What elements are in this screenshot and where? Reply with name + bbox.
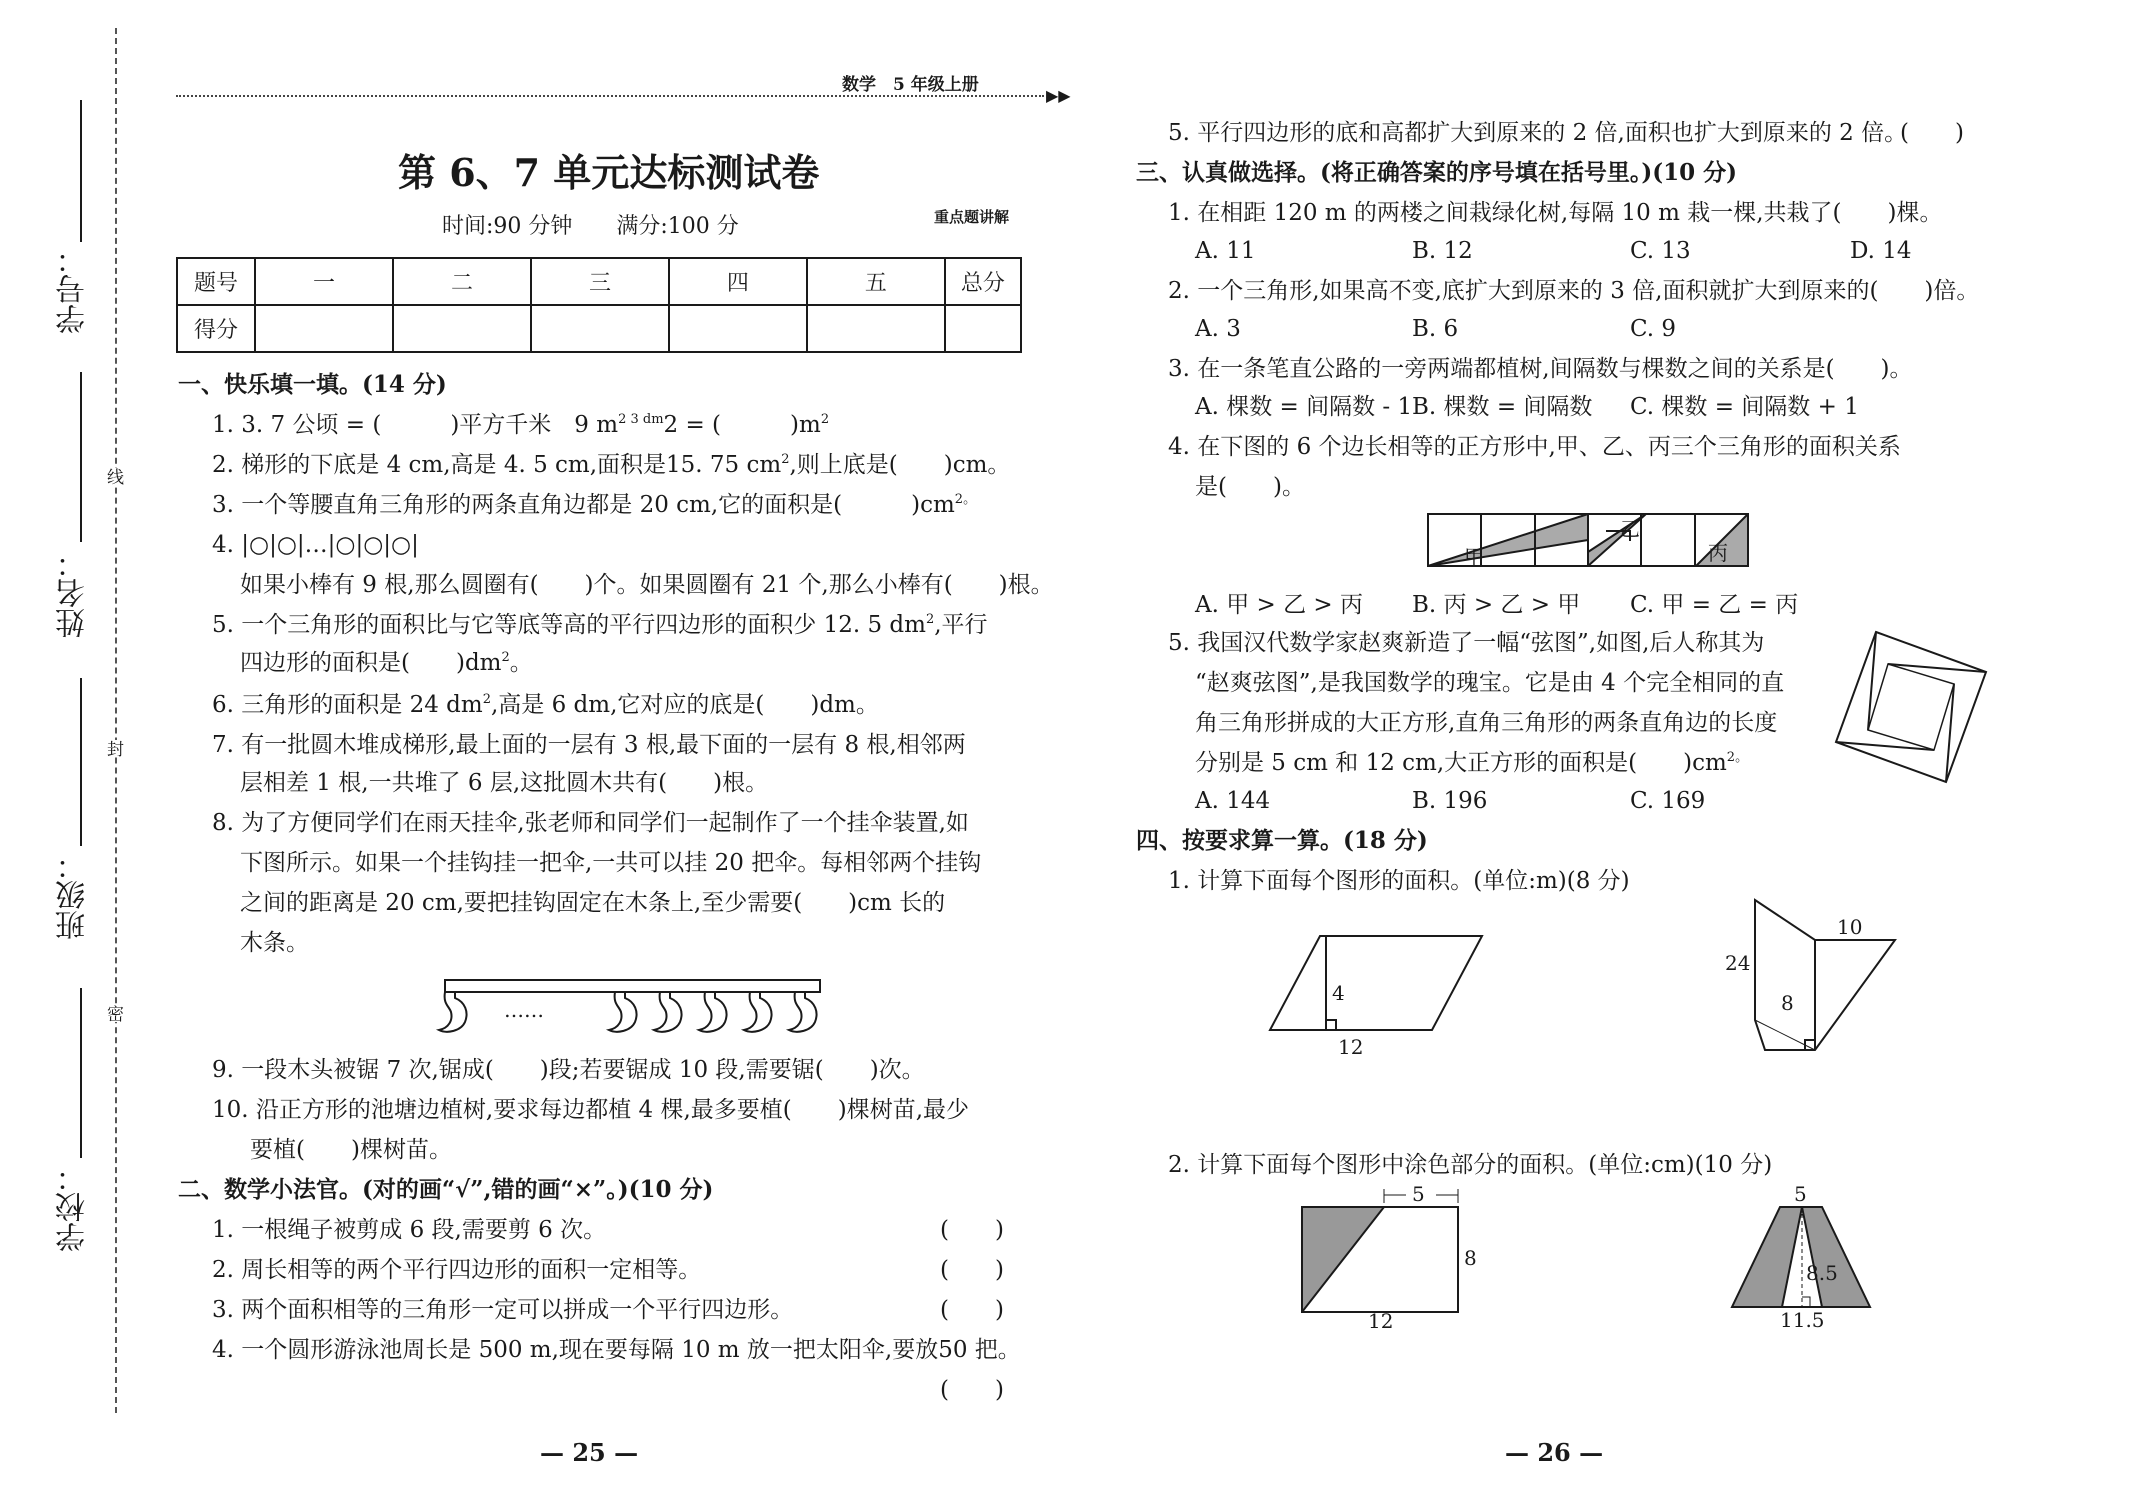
score-table <box>176 257 1022 353</box>
table-cell: 三 <box>531 258 669 305</box>
option[interactable]: A. 甲 > 乙 > 丙 <box>1195 592 1364 618</box>
subject-header: 数学 5 年级上册 <box>842 75 979 95</box>
section-2-heading: 二、数学小法官。(对的画“√”,错的画“×”。)(10 分) <box>178 1176 714 1203</box>
hook-dots: …… <box>504 998 544 1022</box>
table-cell: 二 <box>393 258 531 305</box>
score-input-cell[interactable] <box>255 305 393 352</box>
question-1-8-cont: 木条。 <box>240 930 309 956</box>
score-table-score-row <box>177 305 1021 352</box>
header-arrow-icon: ▶▶ <box>1046 86 1071 105</box>
binding-char-xian: 线 <box>110 468 126 485</box>
question-3-3: 3. 在一条笔直公路的一旁两端都植树,间隔数与棵数之间的关系是( )。 <box>1168 356 1913 382</box>
label-jia: 甲 <box>1464 545 1484 569</box>
answer-paren[interactable]: ( ) <box>940 1257 1004 1283</box>
name-label: 姓名： <box>56 548 91 638</box>
label-base: 12 <box>1338 1035 1364 1059</box>
page-number-right: — 26 — <box>1505 1438 1604 1467</box>
score-input-cell[interactable] <box>945 305 1021 352</box>
question-1-10-cont: 要植( )棵树苗。 <box>250 1137 452 1163</box>
option[interactable]: B. 6 <box>1412 316 1459 342</box>
option[interactable]: B. 棵数 = 间隔数 <box>1412 394 1593 420</box>
score-input-cell[interactable] <box>807 305 945 352</box>
table-cell: 总分 <box>945 258 1021 305</box>
question-1-3: 3. 一个等腰直角三角形的两条直角边都是 20 cm,它的面积是( )$cm^{2。}$ <box>212 492 977 518</box>
question-2-5: 5. 平行四边形的底和高都扩大到原来的 2 倍,面积也扩大到原来的 2 倍。 <box>1168 120 1908 146</box>
label-bing: 丙 <box>1708 541 1728 565</box>
label-inner: 8 <box>1781 991 1794 1015</box>
question-3-5-cont: 角三角形拼成的大正方形,直角三角形的两条直角边的长度 <box>1195 710 1778 736</box>
score-input-cell[interactable] <box>393 305 531 352</box>
binding-char-mi: 密 <box>110 1005 126 1022</box>
label-yi: 乙 <box>1620 517 1640 541</box>
label-left-height: 24 <box>1725 951 1751 975</box>
key-question-tag[interactable]: 重点题讲解 <box>934 208 1010 226</box>
question-1-8-cont: 下图所示。如果一个挂钩挂一把伞,一共可以挂 20 把伞。每相邻两个挂钩 <box>240 850 982 876</box>
question-2-3: 3. 两个面积相等的三角形一定可以拼成一个平行四边形。 <box>212 1297 794 1323</box>
question-2-2: 2. 周长相等的两个平行四边形的面积一定相等。 <box>212 1257 702 1283</box>
answer-paren[interactable]: ( ) <box>940 1217 1004 1243</box>
trapezoid-shaded-figure <box>1730 1182 1880 1332</box>
option[interactable]: C. 9 <box>1630 316 1677 342</box>
student-id-label: 学号： <box>56 244 91 334</box>
label-height: 4 <box>1332 981 1345 1005</box>
question-3-4-cont: 是( )。 <box>1195 474 1305 500</box>
option[interactable]: C. 169 <box>1630 788 1706 814</box>
question-1-2: 2. 梯形的下底是 4 cm,高是 4. 5 cm,面积是15. 75 $cm^2$,则上底是( )cm。 <box>212 452 1011 478</box>
option[interactable]: A. 3 <box>1195 316 1241 342</box>
question-2-1: 1. 一根绳子被剪成 6 段,需要剪 6 次。 <box>212 1217 607 1243</box>
option[interactable]: C. 13 <box>1630 238 1691 264</box>
label-side-8: 8 <box>1464 1246 1477 1270</box>
score-table-header-row <box>177 258 1021 305</box>
table-cell: 五 <box>807 258 945 305</box>
class-label: 班级： <box>56 850 91 940</box>
page-number-left: — 25 — <box>540 1438 639 1467</box>
binding-line <box>80 100 82 242</box>
question-1-6: 6. 三角形的面积是 24 $dm^2$,高是 6 dm,它对应的底是( )dm。 <box>212 692 879 718</box>
question-3-5-cont: “赵爽弦图”,是我国数学的瑰宝。它是由 4 个完全相同的直 <box>1195 670 1785 696</box>
option[interactable]: A. 11 <box>1195 238 1256 264</box>
question-3-5-cont: 分别是 5 cm 和 12 cm,大正方形的面积是( )$cm^{2。}$ <box>1195 750 1749 776</box>
question-1-7: 7. 有一批圆木堆成梯形,最上面的一层有 3 根,最下面的一层有 8 根,相邻两 <box>212 732 966 758</box>
question-3-5: 5. 我国汉代数学家赵爽新造了一幅“弦图”,如图,后人称其为 <box>1168 630 1765 656</box>
table-cell: 四 <box>669 258 807 305</box>
option[interactable]: A. 棵数 = 间隔数 - 1 <box>1195 394 1413 420</box>
table-cell: 得分 <box>177 305 255 352</box>
question-1-8-cont: 之间的距离是 20 cm,要把挂钩固定在木条上,至少需要( )cm 长的 <box>240 890 946 916</box>
answer-paren[interactable]: ( ) <box>1900 120 1964 146</box>
rectangle-shaded-figure <box>1300 1182 1480 1333</box>
option[interactable]: C. 棵数 = 间隔数 + 1 <box>1630 394 1859 420</box>
question-3-4: 4. 在下图的 6 个边长相等的正方形中,甲、乙、丙三个三角形的面积关系 <box>1168 434 1901 460</box>
table-cell: 一 <box>255 258 393 305</box>
binding-line <box>80 372 82 542</box>
binding-char-feng: 封 <box>110 740 126 757</box>
score-input-cell[interactable] <box>531 305 669 352</box>
school-label: 学校： <box>56 1162 91 1252</box>
composite-figure <box>1725 900 1905 1060</box>
umbrella-hook-figure <box>420 965 840 1040</box>
parallelogram-figure <box>1270 930 1490 1060</box>
question-1-5-cont: 四边形的面积是( )$dm^2$。 <box>240 650 533 676</box>
question-1-8: 8. 为了方便同学们在雨天挂伞,张老师和同学们一起制作了一个挂伞装置,如 <box>212 810 969 836</box>
six-squares-figure <box>1428 514 1748 568</box>
zhao-shuang-diagram <box>1836 632 1986 782</box>
binding-dashed-line <box>115 28 117 1413</box>
binding-line <box>80 988 82 1158</box>
binding-line <box>80 678 82 846</box>
question-1-5: 5. 一个三角形的面积比与它等底等高的平行四边形的面积少 12. 5 $dm^2$,平行 <box>212 612 988 638</box>
question-3-2: 2. 一个三角形,如果高不变,底扩大到原来的 3 倍,面积就扩大到原来的( )倍。 <box>1168 278 1980 304</box>
section-3-heading: 三、认真做选择。(将正确答案的序号填在括号里。)(10 分) <box>1136 159 1738 186</box>
question-1-1: 1. 3. 7 公顷 = ( )平方千米 9 $m^{2 3 dm}2$ = ( )$m^2$ <box>212 412 830 438</box>
option[interactable]: D. 14 <box>1850 238 1912 264</box>
label-bottom-12: 12 <box>1368 1309 1394 1333</box>
label-height-8-5: 8.5 <box>1806 1261 1838 1285</box>
page-title: 第 6、7 单元达标测试卷 <box>398 150 820 195</box>
label-top-5: 5 <box>1412 1182 1425 1206</box>
section-4-heading: 四、按要求算一算。(18 分) <box>1136 827 1428 854</box>
score-input-cell[interactable] <box>669 305 807 352</box>
question-4-1: 1. 计算下面每个图形的面积。(单位:m)(8 分) <box>1168 868 1630 894</box>
answer-paren[interactable]: ( ) <box>940 1297 1004 1323</box>
question-4-2: 2. 计算下面每个图形中涂色部分的面积。(单位:cm)(10 分) <box>1168 1152 1773 1178</box>
option[interactable]: A. 144 <box>1195 788 1271 814</box>
time-score: 时间:90 分钟 满分:100 分 <box>442 214 739 239</box>
question-3-1: 1. 在相距 120 m 的两楼之间栽绿化树,每隔 10 m 栽一棵,共栽了( )棵。 <box>1168 200 1943 226</box>
header-rule <box>176 95 1044 97</box>
question-1-7-cont: 层相差 1 根,一共堆了 6 层,这批圆木共有( )根。 <box>240 770 769 796</box>
option[interactable]: B. 丙 > 乙 > 甲 <box>1412 592 1581 618</box>
label-bottom-11-5: 11.5 <box>1780 1308 1825 1332</box>
question-1-4-text: 如果小棒有 9 根,那么圆圈有( )个。如果圆圈有 21 个,那么小棒有( )根。 <box>240 572 1054 598</box>
question-1-4: 4. |○|○|…|○|○|○| <box>212 532 419 558</box>
answer-paren[interactable]: ( ) <box>940 1377 1004 1403</box>
option[interactable]: B. 196 <box>1412 788 1488 814</box>
option[interactable]: C. 甲 = 乙 = 丙 <box>1630 592 1799 618</box>
question-1-10: 10. 沿正方形的池塘边植树,要求每边都植 4 棵,最多要植( )棵树苗,最少 <box>212 1097 970 1123</box>
label-top-5: 5 <box>1794 1182 1807 1206</box>
section-1-heading: 一、快乐填一填。(14 分) <box>178 371 447 398</box>
table-cell: 题号 <box>177 258 255 305</box>
question-2-4: 4. 一个圆形游泳池周长是 500 m,现在要每隔 10 m 放一把太阳伞,要放50 把。 <box>212 1337 1021 1363</box>
label-top: 10 <box>1837 915 1863 939</box>
option[interactable]: B. 12 <box>1412 238 1473 264</box>
question-1-9: 9. 一段木头被锯 7 次,锯成( )段;若要锯成 10 段,需要锯( )次。 <box>212 1057 925 1083</box>
